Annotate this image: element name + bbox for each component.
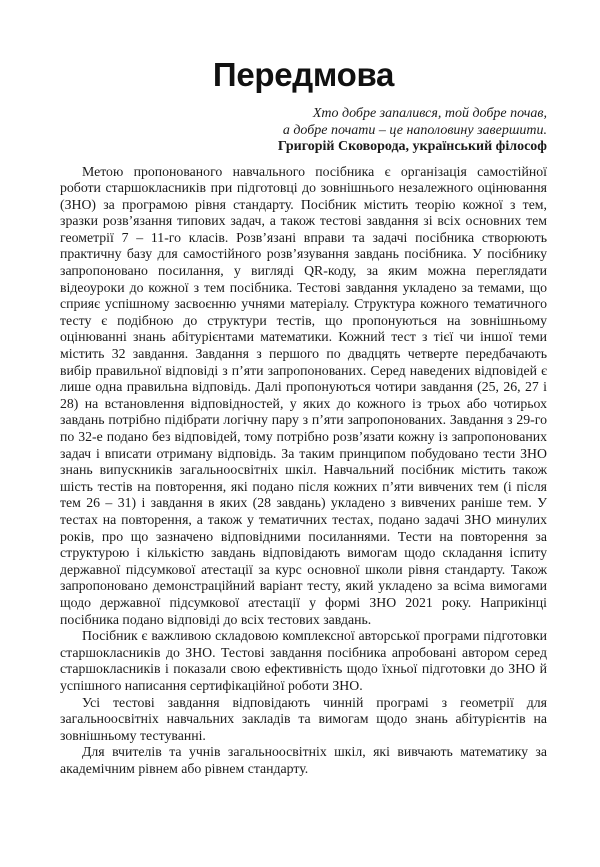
paragraph: Для вчителів та учнів загальноосвітніх шкіл, які вивчають математику за академічним рівнем або рівнем стандарту. bbox=[60, 744, 547, 776]
preface-body bbox=[60, 164, 547, 778]
epigraph-author: Григорій Сковорода, український філософ bbox=[277, 139, 547, 154]
epigraph-line: а добре почати – це наполовину завершити. bbox=[282, 122, 547, 138]
page-title: Передмова bbox=[212, 56, 395, 93]
paragraph: Посібник є важливою складовою комплексної авторської програми підготовки старшокласників до ЗНО. Тестові завдання посібника апробовані автором серед старшокласників і показали свою ефективність щодо їхньої підготовки до ЗНО й успішного написання сертифікаційної роботи ЗНО. bbox=[60, 628, 547, 693]
epigraph bbox=[60, 106, 547, 156]
paragraph: Усі тестові завдання відповідають чинній програмі з геометрії для загальноосвітніх навчальних закладів та вимогам щодо знань абітурієнтів на зовнішньому тестуванні. bbox=[60, 694, 547, 743]
paragraph: Метою пропонованого навчального посібника є організація самостійної роботи старшокласників при підготовці до зовнішнього незалежного оцінювання (ЗНО) за програмою рівня стандарту. Посібник містить теорію кожної з тем, зразки розв’язання типових задач, а також тестові завдання зі всіх основних тем геометрії 7 – 11-го класів. Розв’язані вправи та задачі посібника створюють практичну базу для самостійного розв’язування завдань посібника. У посібнику запропоновано посилання, у вигляді QR-коду, за яким можна переглядати відеоуроки до кожної з тем посібника. Тестові завдання укладено за темами, що сприяє успішному засвоєнню учнями матеріалу. Структура кожного тематичного тесту є подібною до структури тестів, що пропонуються на зовнішньому оцінюванні знань абітурієнтами математики. Кожний тест з тієї чи іншої теми містить 32 завдання. Завдання з першого по двадцять четверте передбачають вибір правильної відповіді з п’яти запропонованих. Серед наведених відповідей є лише одна правильна відповідь. Далі пропонуються чотири завдання (25, 26, 27 і 28) на встановлення відповідностей, у яких до кожного із трьох або чотирьох завдань потрібно підібрати логічну пару з п’яти запропонованих. Завдання з 29-го по 32-е подано без відповідей, тому потрібно розв’язати кожну із запропонованих задач і вписати отриману відповідь. За таким принципом побудовано тести ЗНО знань випускників загальноосвітніх шкіл. Навчальний посібник містить також шість тестів на повторення, які подано після кожних п’яти вивчених тем (і після тем 26 – 31) і завдання в яких (28 завдань) укладено з вивчених раніше тем. У тестах на повторення, а також у тематичних тестах, подано задачі ЗНО минулих років, про що зазначено відповідними посиланнями. Тести на повторення за структурою і кількістю завдань відповідають вимогам щодо складання іспиту державної підсумкової атестації за курс основної школи рівня стандарту. Також запропоновано демонстраційний варіант тесту, який укладено за всіма вимогами щодо державної підсумкової атестації у формі ЗНО 2021 року. Наприкінці посібника подано відповіді до всіх тестових завдань. bbox=[60, 163, 547, 627]
page bbox=[60, 56, 547, 777]
epigraph-line: Хто добре запалився, той добре почав, bbox=[312, 106, 547, 121]
